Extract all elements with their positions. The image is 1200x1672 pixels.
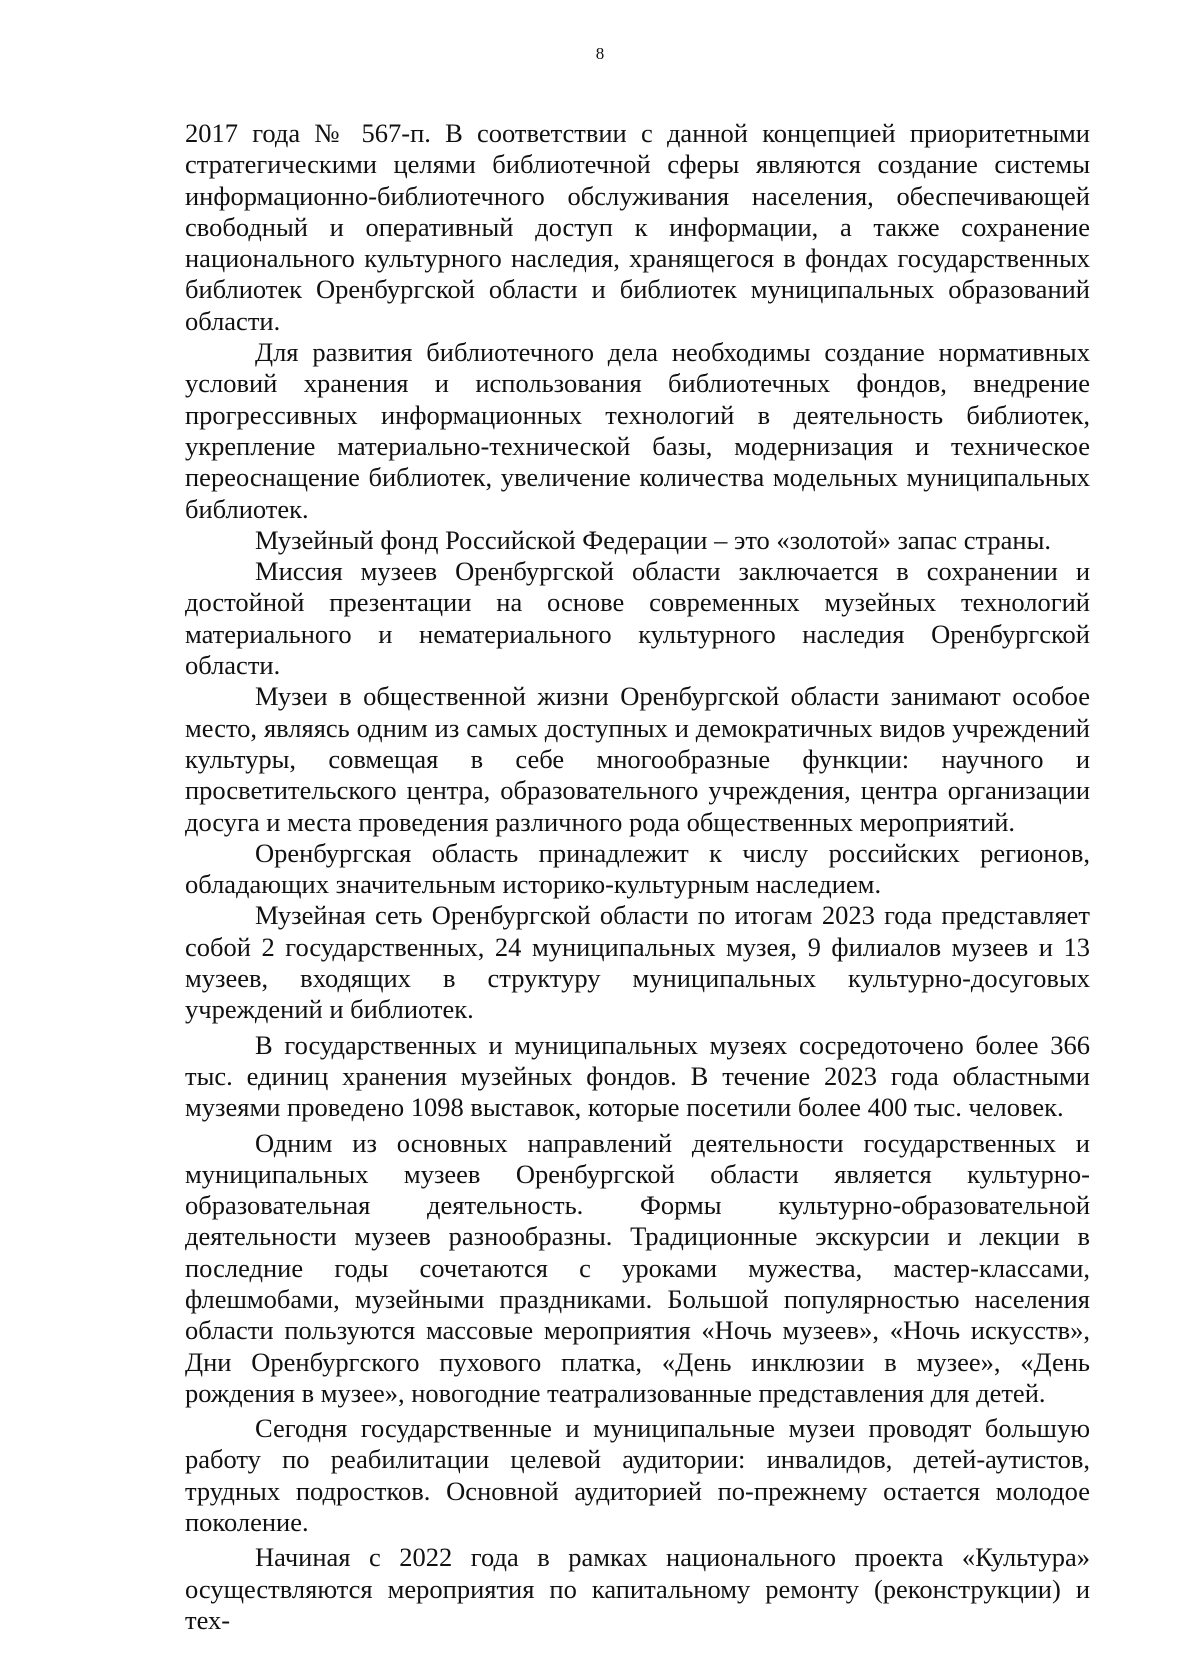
- paragraph-6: Оренбургская область принадлежит к числу российских регионов, обладающих значительным историко-культурным наследием.: [185, 837, 1090, 900]
- paragraph-9: Одним из основных направлений деятельности государственных и муниципальных музеев Оренбургской области является культурно-образовательная деятельность. Формы культурно-образовательной деятельности музеев разнообразны. Традиционные экскурсии и лекции в последние годы сочетаются с уроками мужества, мастер-классами, флешмобами, музейными праздниками. Большой популярностью населения области пользуются массовые мероприятия «Ночь музеев», «Ночь искусств», Дни Оренбургского пухового платка, «День инклюзии в музее», «День рождения в музее», новогодние театрализованные представления для детей.: [185, 1127, 1090, 1408]
- paragraph-1: 2017 года № 567-п. В соответствии с данной концепцией приоритетными стратегическими целями библиотечной сферы являются создание системы информационно-библиотечного обслуживания населения, обеспечивающей свободный и оперативный доступ к информации, а также сохранение национального культурного наследия, хранящегося в фондах государственных библиотек Оренбургской области и библиотек муниципальных образований области.: [185, 118, 1090, 336]
- document-body: [185, 118, 1090, 1636]
- paragraph-10: Сегодня государственные и муниципальные музеи проводят большую работу по реабилитации целевой аудитории: инвалидов, детей-аутистов, трудных подростков. Основной аудиторией по-прежнему остается молодое поколение.: [185, 1413, 1090, 1538]
- paragraph-7: Музейная сеть Оренбургской области по итогам 2023 года представляет собой 2 государственных, 24 муниципальных музея, 9 филиалов музеев и 13 музеев, входящих в структуру муниципальных культурно-досуговых учреждений и библиотек.: [185, 900, 1090, 1025]
- paragraph-5: Музеи в общественной жизни Оренбургской области занимают особое место, являясь одним из самых доступных и демократичных видов учреждений культуры, совмещая в себе многообразные функции: научного и просветительского центра, образовательного учреждения, центра организации досуга и места проведения различного рода общественных мероприятий.: [185, 681, 1090, 837]
- paragraph-4: Миссия музеев Оренбургской области заключается в сохранении и достойной презентации на основе современных музейных технологий материального и нематериального культурного наследия Оренбургской области.: [185, 556, 1090, 681]
- paragraph-3: Музейный фонд Российской Федерации – это «золотой» запас страны.: [255, 524, 1052, 555]
- page-number: 8: [595, 44, 605, 63]
- paragraph-8: В государственных и муниципальных музеях сосредоточено более 366 тыс. единиц хранения музейных фондов. В течение 2023 года областными музеями проведено 1098 выставок, которые посетили более 400 тыс. человек.: [185, 1029, 1090, 1123]
- paragraph-2: Для развития библиотечного дела необходимы создание нормативных условий хранения и использования библиотечных фондов, внедрение прогрессивных информационных технологий в деятельность библиотек, укрепление материально-технической базы, модернизация и техническое переоснащение библиотек, увеличение количества модельных муниципальных библиотек.: [185, 337, 1090, 524]
- paragraph-11: Начиная с 2022 года в рамках национального проекта «Культура» осуществляются мероприятия по капитальному ремонту (реконструкции) и тех-: [185, 1542, 1090, 1635]
